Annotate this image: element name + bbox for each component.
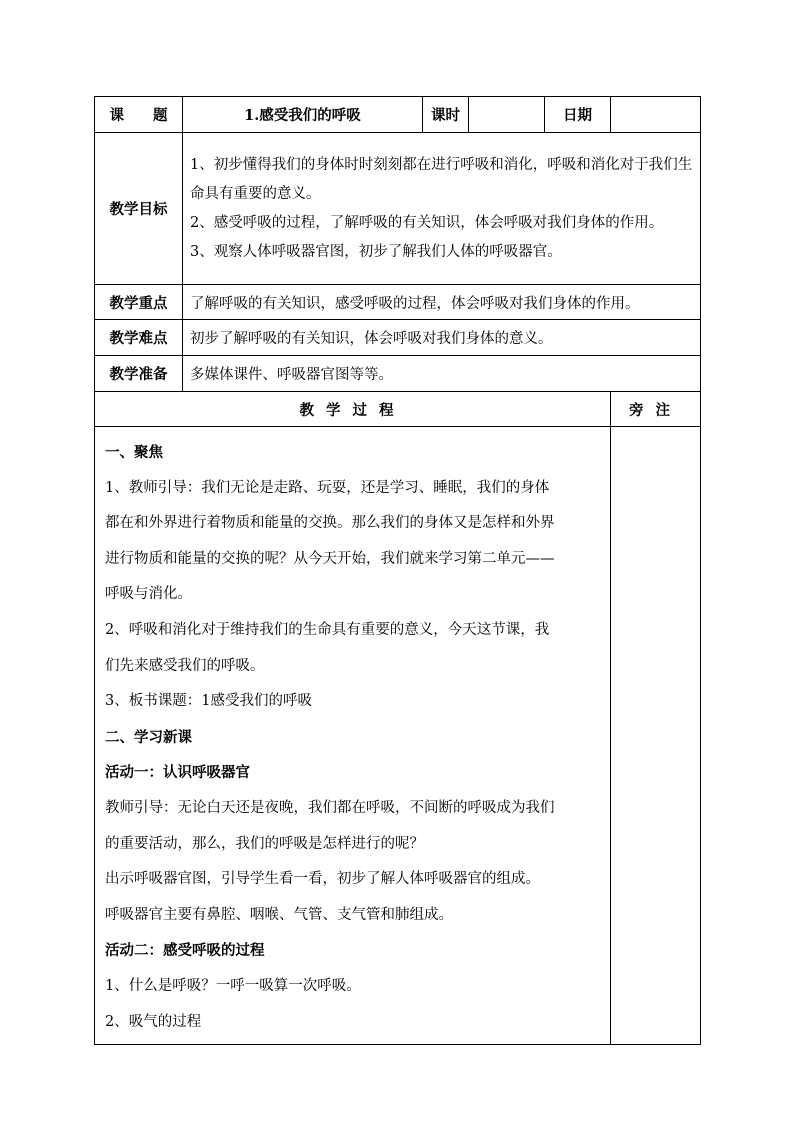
- process-header-row: [95, 392, 701, 427]
- difficulties-row: [95, 320, 701, 356]
- goals-row: [95, 133, 701, 285]
- process-line: 2、呼吸和消化对于维持我们的生命具有重要的意义，今天这节课，我: [105, 621, 550, 638]
- process-line: 1、什么是呼吸？一呼一吸算一次呼吸。: [105, 977, 361, 994]
- key-points-row: [95, 285, 701, 320]
- process-heading: 活动一：认识呼吸器官: [105, 764, 250, 782]
- preparation-label: 教学准备: [95, 356, 183, 392]
- process-line: 呼吸器官主要有鼻腔、咽喉、气管、支气管和肺组成。: [105, 906, 453, 923]
- header-row: [95, 97, 701, 133]
- goal-item: 2、感受呼吸的过程，了解呼吸的有关知识，体会呼吸对我们身体的作用。: [190, 214, 664, 231]
- period-label: 课时: [423, 97, 469, 133]
- process-heading: 二、学习新课: [105, 728, 192, 746]
- process-line: 出示呼吸器官图，引导学生看一看，初步了解人体呼吸器官的组成。: [105, 871, 540, 888]
- preparation-row: [95, 356, 701, 392]
- process-line: 都在和外界进行着物质和能量的交换。那么我们的身体又是怎样和外界: [105, 515, 555, 532]
- topic-label: 课 题: [95, 97, 183, 133]
- process-header: 教学过程: [95, 392, 611, 427]
- process-heading: 活动二：感受呼吸的过程: [105, 942, 265, 960]
- key-points-label: 教学重点: [95, 285, 183, 320]
- process-line: 1、教师引导：我们无论是走路、玩耍，还是学习、睡眠，我们的身体: [105, 479, 550, 496]
- key-points-value: 了解呼吸的有关知识，感受呼吸的过程，体会呼吸对我们身体的作用。: [183, 285, 701, 320]
- goals-label: 教学目标: [95, 133, 183, 285]
- side-notes-header: 旁注: [611, 392, 701, 427]
- period-value: [469, 97, 545, 133]
- difficulties-label: 教学难点: [95, 320, 183, 356]
- side-notes-column: [611, 427, 701, 1045]
- process-line: 的重要活动，那么，我们的呼吸是怎样进行的呢？: [105, 835, 424, 852]
- process-body-row: [95, 427, 701, 1045]
- process-heading: 一、聚焦: [105, 444, 163, 461]
- difficulties-value: 初步了解呼吸的有关知识，体会呼吸对我们身体的意义。: [183, 320, 701, 356]
- date-value: [611, 97, 701, 133]
- process-line: 们先来感受我们的呼吸。: [105, 657, 265, 674]
- lesson-plan-table: [94, 96, 701, 1045]
- goals-content: [183, 133, 701, 285]
- goal-item: 3、观察人体呼吸器官图，初步了解我们人体的呼吸器官。: [190, 243, 562, 260]
- lesson-title: 1.感受我们的呼吸: [183, 97, 423, 133]
- process-line: 2、吸气的过程: [105, 1013, 202, 1030]
- process-line: 进行物质和能量的交换的呢？从今天开始，我们就来学习第二单元——: [105, 550, 555, 567]
- process-line: 呼吸与消化。: [105, 586, 192, 603]
- process-line: 教师引导：无论白天还是夜晚，我们都在呼吸，不间断的呼吸成为我们: [105, 799, 555, 816]
- date-label: 日期: [545, 97, 611, 133]
- process-content: [95, 427, 611, 1045]
- preparation-value: 多媒体课件、呼吸器官图等等。: [183, 356, 701, 392]
- process-line: 3、板书课题：1感受我们的呼吸: [105, 693, 312, 710]
- goal-item: 1、初步懂得我们的身体时时刻刻都在进行呼吸和消化，呼吸和消化对于我们生命具有重要的意义。: [190, 156, 693, 202]
